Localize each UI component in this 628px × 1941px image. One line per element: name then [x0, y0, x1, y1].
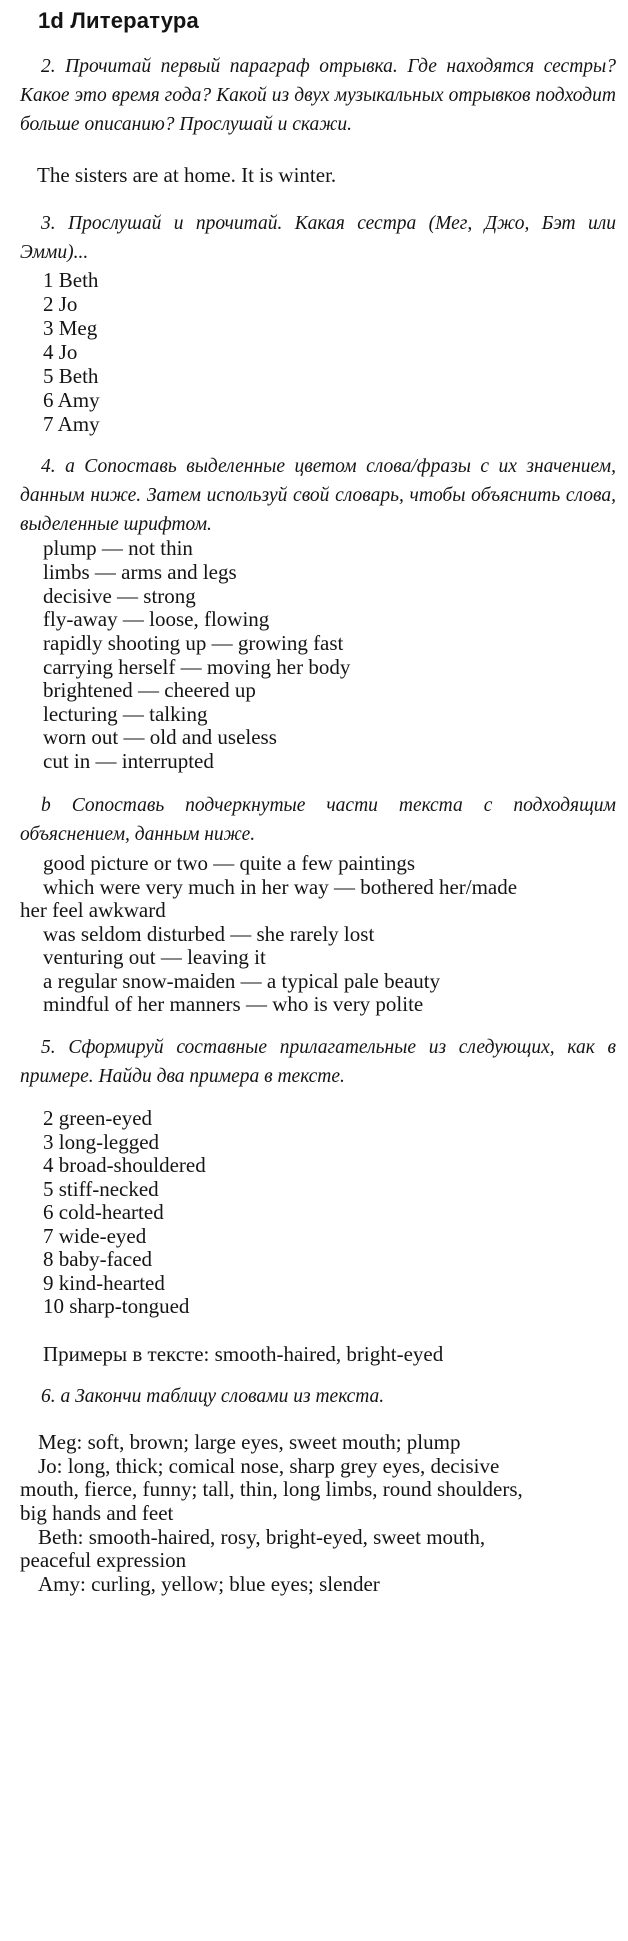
table-line-jo: Jo: long, thick; comical nose, sharp grey eyes, decisive	[38, 1454, 500, 1478]
list-item: 2 Jo	[43, 292, 78, 316]
list-item: 6 Amy	[43, 388, 100, 412]
list-item: plump — not thin	[43, 536, 193, 560]
list-item: 6 cold-hearted	[43, 1200, 164, 1224]
list-item: 2 green-eyed	[43, 1106, 153, 1130]
page-title: 1d Литература	[38, 8, 199, 33]
list-item: 4 Jo	[43, 340, 78, 364]
task-5-examples: Примеры в тексте: smooth-haired, bright-eyed	[43, 1342, 444, 1366]
list-item: 7 Amy	[43, 412, 100, 436]
table-line-beth-continued: peaceful expression	[20, 1548, 187, 1572]
list-item: worn out — old and useless	[43, 725, 277, 749]
table-line-amy: Amy: curling, yellow; blue eyes; slender	[38, 1572, 380, 1596]
task-4a-instruction	[20, 452, 616, 539]
list-item: 7 wide-eyed	[43, 1224, 147, 1248]
list-item: cut in — interrupted	[43, 749, 214, 773]
list-item: a regular snow-maiden — a typical pale beauty	[43, 969, 441, 993]
list-item: mindful of her manners — who is very polite	[43, 992, 424, 1016]
list-item: good picture or two — quite a few paintings	[43, 851, 416, 875]
list-item: brightened — cheered up	[43, 678, 256, 702]
table-line-jo-continued: mouth, fierce, funny; tall, thin, long limbs, round shoulders,	[20, 1477, 523, 1501]
list-item: lecturing — talking	[43, 702, 208, 726]
list-item: fly-away — loose, flowing	[43, 607, 270, 631]
task-5-instruction-text: 5. Сформируй составные прилагательные из следующих, как в примере. Найди два примера в тексте.	[20, 1037, 616, 1087]
table-line-meg: Meg: soft, brown; large eyes, sweet mouth; plump	[38, 1430, 461, 1454]
task-2-instruction-text: 2. Прочитай первый параграф отрывка. Где находятся сестры? Какое это время года? Какой из двух музыкальных отрывков подходит больше описанию? Прослушай и скажи.	[20, 56, 616, 135]
list-item: 9 kind-hearted	[43, 1271, 165, 1295]
list-item: 3 long-legged	[43, 1130, 160, 1154]
task-2-instruction	[20, 52, 616, 139]
list-item: limbs — arms and legs	[43, 560, 237, 584]
table-line-jo-continued: big hands and feet	[20, 1501, 174, 1525]
list-item: 4 broad-shouldered	[43, 1153, 206, 1177]
task-6-instruction	[20, 1382, 616, 1411]
task-4b-instruction	[20, 791, 616, 849]
task-3-instruction	[20, 209, 616, 267]
task-5-instruction	[20, 1033, 616, 1091]
list-item: rapidly shooting up — growing fast	[43, 631, 344, 655]
table-line-beth: Beth: smooth-haired, rosy, bright-eyed, sweet mouth,	[38, 1525, 486, 1549]
task-3-instruction-text: 3. Прослушай и прочитай. Какая сестра (Мег, Джо, Бэт или Эмми)...	[20, 213, 616, 263]
list-item: 5 Beth	[43, 364, 99, 388]
list-item: was seldom disturbed — she rarely lost	[43, 922, 375, 946]
task-4a-instruction-text: 4. a Сопоставь выделенные цветом слова/фразы с их значением, данным ниже. Затем используй свой словарь, чтобы объяснить слова, выделенные шрифтом.	[20, 456, 616, 535]
list-item: 8 baby-faced	[43, 1247, 153, 1271]
task-2-answer: The sisters are at home. It is winter.	[37, 163, 337, 187]
list-item: 10 sharp-tongued	[43, 1294, 190, 1318]
task-6-instruction-text: 6. a Закончи таблицу словами из текста.	[41, 1386, 385, 1407]
list-item: 1 Beth	[43, 268, 99, 292]
list-item: carrying herself — moving her body	[43, 655, 351, 679]
list-item: which were very much in her way — bothered her/made	[43, 875, 518, 899]
task-4b-instruction-text: b Сопоставь подчеркнутые части текста с подходящим объяснением, данным ниже.	[20, 795, 616, 845]
list-item-continuation: her feel awkward	[20, 898, 166, 922]
list-item: 5 stiff-necked	[43, 1177, 159, 1201]
list-item: decisive — strong	[43, 584, 196, 608]
list-item: venturing out — leaving it	[43, 945, 266, 969]
list-item: 3 Meg	[43, 316, 98, 340]
